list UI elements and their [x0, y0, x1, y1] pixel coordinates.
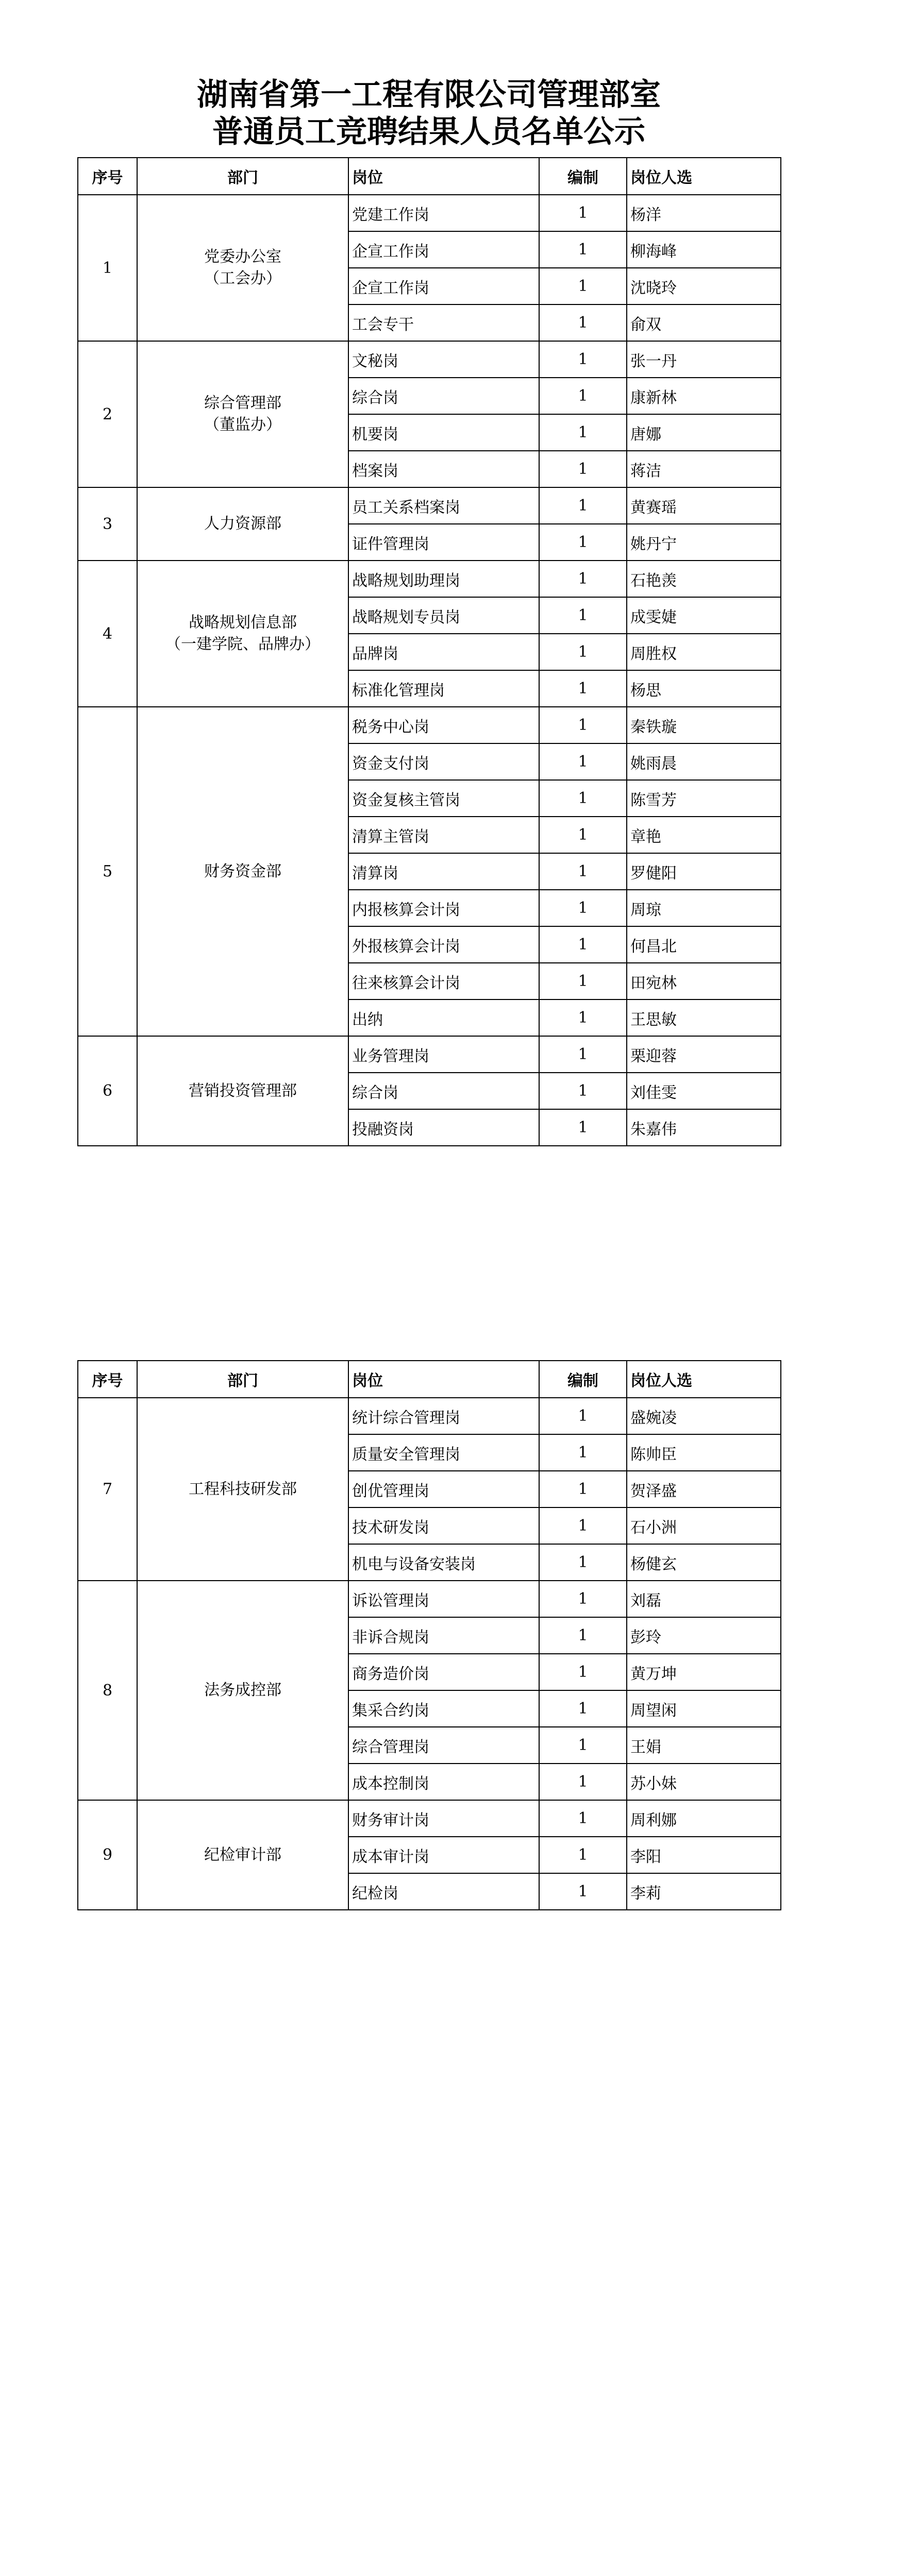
cell-position: 税务中心岗 — [348, 707, 539, 743]
cell-position: 集采合约岗 — [348, 1690, 539, 1727]
cell-quota: 1 — [539, 634, 627, 670]
cell-position: 往来核算会计岗 — [348, 963, 539, 999]
cell-position: 综合岗 — [348, 1073, 539, 1109]
cell-person: 陈雪芳 — [627, 780, 781, 817]
cell-no: 3 — [78, 487, 137, 561]
dept-subtitle: （一建学院、品牌办） — [165, 635, 320, 653]
cell-position: 纪检岗 — [348, 1873, 539, 1910]
cell-quota: 1 — [539, 561, 627, 597]
cell-quota: 1 — [539, 268, 627, 304]
cell-quota: 1 — [539, 414, 627, 451]
cell-quota: 1 — [539, 1764, 627, 1800]
cell-quota: 1 — [539, 1507, 627, 1544]
cell-position: 诉讼管理岗 — [348, 1581, 539, 1617]
cell-person: 彭玲 — [627, 1617, 781, 1654]
header-dept: 部门 — [137, 158, 348, 195]
cell-person: 蒋洁 — [627, 451, 781, 487]
table-row — [78, 195, 781, 231]
dept-name: 综合管理部 — [204, 394, 281, 412]
cell-dept — [137, 487, 348, 561]
cell-person: 周胜权 — [627, 634, 781, 670]
cell-position: 综合岗 — [348, 378, 539, 414]
cell-person: 罗健阳 — [627, 853, 781, 890]
header-no: 序号 — [78, 1361, 137, 1398]
table-row — [78, 1581, 781, 1617]
cell-quota: 1 — [539, 707, 627, 743]
cell-position: 出纳 — [348, 999, 539, 1036]
cell-person: 盛婉凌 — [627, 1398, 781, 1434]
cell-position: 机电与设备安装岗 — [348, 1544, 539, 1581]
cell-quota: 1 — [539, 1398, 627, 1434]
cell-person: 周望闲 — [627, 1690, 781, 1727]
cell-person: 杨思 — [627, 670, 781, 707]
cell-person: 俞双 — [627, 304, 781, 341]
cell-no: 9 — [78, 1800, 137, 1910]
cell-quota: 1 — [539, 1109, 627, 1146]
cell-dept — [137, 195, 348, 341]
cell-person: 刘磊 — [627, 1581, 781, 1617]
cell-person: 刘佳雯 — [627, 1073, 781, 1109]
table-row — [78, 1036, 781, 1073]
cell-quota: 1 — [539, 1873, 627, 1910]
cell-quota: 1 — [539, 1727, 627, 1764]
header-quota: 编制 — [539, 158, 627, 195]
cell-person: 王思敏 — [627, 999, 781, 1036]
header-no: 序号 — [78, 158, 137, 195]
cell-position: 工会专干 — [348, 304, 539, 341]
dept-name: 工程科技研发部 — [189, 1480, 297, 1498]
dept-subtitle: （工会办） — [204, 269, 281, 287]
cell-position: 机要岗 — [348, 414, 539, 451]
cell-person: 石艳羡 — [627, 561, 781, 597]
cell-quota: 1 — [539, 378, 627, 414]
cell-no: 2 — [78, 341, 137, 487]
header-person: 岗位人选 — [627, 158, 781, 195]
page-title-line-1: 湖南省第一工程有限公司管理部室 — [197, 77, 661, 113]
cell-person: 何昌北 — [627, 926, 781, 963]
header-position: 岗位 — [348, 158, 539, 195]
cell-person: 唐娜 — [627, 414, 781, 451]
cell-position: 清算岗 — [348, 853, 539, 890]
cell-person: 杨洋 — [627, 195, 781, 231]
header-quota: 编制 — [539, 1361, 627, 1398]
cell-person: 石小洲 — [627, 1507, 781, 1544]
cell-person: 杨健玄 — [627, 1544, 781, 1581]
cell-quota: 1 — [539, 926, 627, 963]
cell-quota: 1 — [539, 1617, 627, 1654]
cell-person: 沈晓玲 — [627, 268, 781, 304]
cell-quota: 1 — [539, 487, 627, 524]
cell-quota: 1 — [539, 451, 627, 487]
cell-person: 周琼 — [627, 890, 781, 926]
table-row — [78, 561, 781, 597]
cell-position: 投融资岗 — [348, 1109, 539, 1146]
cell-quota: 1 — [539, 1800, 627, 1837]
cell-quota: 1 — [539, 1434, 627, 1471]
cell-quota: 1 — [539, 1581, 627, 1617]
cell-no: 8 — [78, 1581, 137, 1800]
cell-position: 成本控制岗 — [348, 1764, 539, 1800]
dept-subtitle: （董监办） — [204, 416, 281, 434]
cell-position: 文秘岗 — [348, 341, 539, 378]
cell-quota: 1 — [539, 1036, 627, 1073]
cell-no: 7 — [78, 1398, 137, 1581]
cell-position: 资金支付岗 — [348, 743, 539, 780]
dept-name: 人力资源部 — [204, 515, 281, 533]
table-row — [78, 1398, 781, 1434]
cell-person: 朱嘉伟 — [627, 1109, 781, 1146]
cell-position: 综合管理岗 — [348, 1727, 539, 1764]
table-row — [78, 1800, 781, 1837]
cell-person: 姚丹宁 — [627, 524, 781, 561]
cell-quota: 1 — [539, 670, 627, 707]
cell-position: 技术研发岗 — [348, 1507, 539, 1544]
cell-quota: 1 — [539, 853, 627, 890]
cell-no: 4 — [78, 561, 137, 707]
header-person: 岗位人选 — [627, 1361, 781, 1398]
cell-position: 清算主管岗 — [348, 817, 539, 853]
cell-quota: 1 — [539, 341, 627, 378]
cell-person: 章艳 — [627, 817, 781, 853]
cell-quota: 1 — [539, 1654, 627, 1690]
cell-person: 苏小妹 — [627, 1764, 781, 1800]
cell-person: 贺泽盛 — [627, 1471, 781, 1507]
cell-quota: 1 — [539, 304, 627, 341]
cell-position: 成本审计岗 — [348, 1837, 539, 1873]
cell-quota: 1 — [539, 1073, 627, 1109]
cell-person: 成雯婕 — [627, 597, 781, 634]
cell-dept — [137, 1800, 348, 1910]
cell-position: 员工关系档案岗 — [348, 487, 539, 524]
cell-dept — [137, 1581, 348, 1800]
cell-quota: 1 — [539, 999, 627, 1036]
cell-position: 商务造价岗 — [348, 1654, 539, 1690]
cell-quota: 1 — [539, 963, 627, 999]
cell-dept — [137, 1036, 348, 1146]
cell-position: 档案岗 — [348, 451, 539, 487]
roster-table-1 — [77, 157, 781, 1146]
cell-position: 创优管理岗 — [348, 1471, 539, 1507]
cell-quota: 1 — [539, 524, 627, 561]
cell-person: 田宛林 — [627, 963, 781, 999]
cell-person: 栗迎蓉 — [627, 1036, 781, 1073]
cell-no: 5 — [78, 707, 137, 1036]
cell-person: 黄万坤 — [627, 1654, 781, 1690]
cell-position: 非诉合规岗 — [348, 1617, 539, 1654]
roster-body-1 — [78, 195, 781, 1146]
cell-person: 黄赛瑶 — [627, 487, 781, 524]
cell-quota: 1 — [539, 231, 627, 268]
cell-position: 证件管理岗 — [348, 524, 539, 561]
roster-body-2 — [78, 1398, 781, 1910]
cell-position: 战略规划专员岗 — [348, 597, 539, 634]
cell-person: 姚雨晨 — [627, 743, 781, 780]
cell-quota: 1 — [539, 890, 627, 926]
cell-quota: 1 — [539, 780, 627, 817]
header-position: 岗位 — [348, 1361, 539, 1398]
table-header-row — [78, 1361, 781, 1398]
table-row — [78, 341, 781, 378]
cell-quota: 1 — [539, 597, 627, 634]
dept-name: 法务成控部 — [204, 1681, 281, 1699]
cell-position: 外报核算会计岗 — [348, 926, 539, 963]
dept-name: 战略规划信息部 — [189, 614, 297, 632]
cell-quota: 1 — [539, 743, 627, 780]
dept-name: 财务资金部 — [204, 862, 281, 880]
cell-quota: 1 — [539, 195, 627, 231]
cell-dept — [137, 341, 348, 487]
cell-person: 柳海峰 — [627, 231, 781, 268]
cell-quota: 1 — [539, 1690, 627, 1727]
cell-position: 业务管理岗 — [348, 1036, 539, 1073]
roster-table-2 — [77, 1360, 781, 1910]
cell-person: 周利娜 — [627, 1800, 781, 1837]
cell-person: 王娟 — [627, 1727, 781, 1764]
cell-position: 内报核算会计岗 — [348, 890, 539, 926]
cell-position: 品牌岗 — [348, 634, 539, 670]
cell-person: 陈帅臣 — [627, 1434, 781, 1471]
cell-person: 张一丹 — [627, 341, 781, 378]
cell-dept — [137, 561, 348, 707]
cell-position: 党建工作岗 — [348, 195, 539, 231]
dept-name: 党委办公室 — [204, 248, 281, 266]
cell-dept — [137, 1398, 348, 1581]
cell-position: 统计综合管理岗 — [348, 1398, 539, 1434]
cell-quota: 1 — [539, 1544, 627, 1581]
table-row — [78, 487, 781, 524]
cell-quota: 1 — [539, 817, 627, 853]
cell-no: 1 — [78, 195, 137, 341]
cell-quota: 1 — [539, 1471, 627, 1507]
cell-position: 质量安全管理岗 — [348, 1434, 539, 1471]
cell-person: 康新林 — [627, 378, 781, 414]
header-dept: 部门 — [137, 1361, 348, 1398]
cell-person: 秦铁璇 — [627, 707, 781, 743]
cell-position: 标准化管理岗 — [348, 670, 539, 707]
cell-position: 战略规划助理岗 — [348, 561, 539, 597]
cell-position: 财务审计岗 — [348, 1800, 539, 1837]
cell-person: 李莉 — [627, 1873, 781, 1910]
dept-name: 纪检审计部 — [204, 1845, 281, 1864]
cell-dept — [137, 707, 348, 1036]
page-title-line-2: 普通员工竞聘结果人员名单公示 — [212, 114, 645, 150]
cell-quota: 1 — [539, 1837, 627, 1873]
cell-position: 企宣工作岗 — [348, 268, 539, 304]
cell-person: 李阳 — [627, 1837, 781, 1873]
table-row — [78, 707, 781, 743]
dept-name: 营销投资管理部 — [189, 1081, 297, 1100]
table-header-row — [78, 158, 781, 195]
cell-position: 资金复核主管岗 — [348, 780, 539, 817]
cell-no: 6 — [78, 1036, 137, 1146]
cell-position: 企宣工作岗 — [348, 231, 539, 268]
